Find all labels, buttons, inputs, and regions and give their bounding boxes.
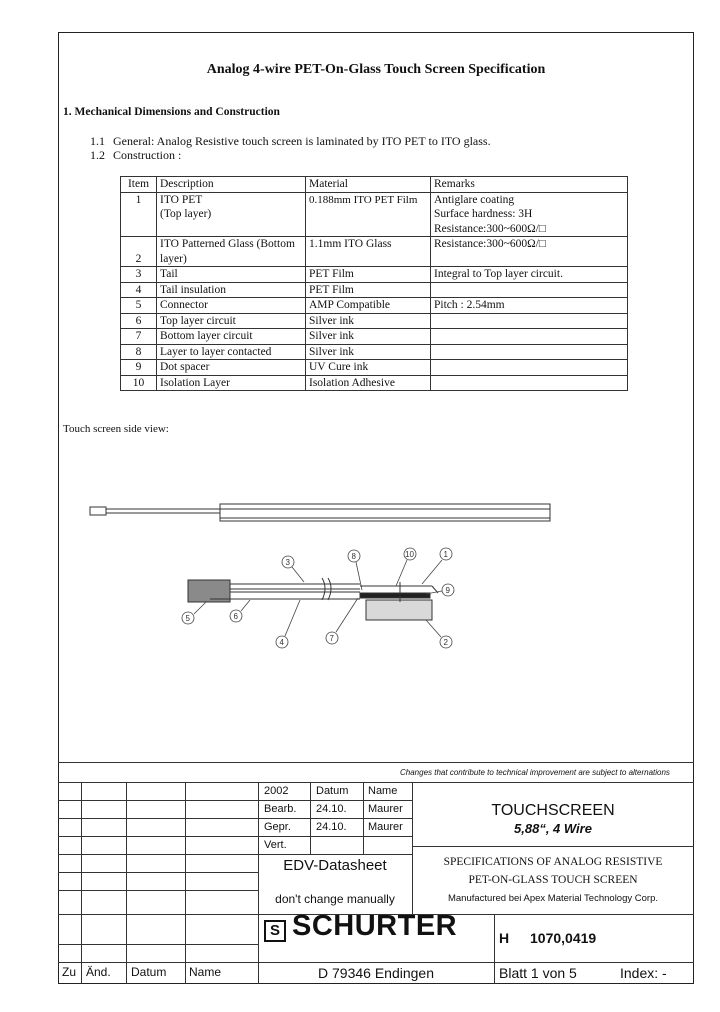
table-row: [121, 298, 628, 314]
desc-line: (Top layer): [160, 208, 212, 220]
cell-item: 3: [121, 267, 157, 283]
edv-datasheet: EDV-Datasheet: [283, 857, 387, 874]
table-row: [121, 267, 628, 283]
cell-description: Tail insulation: [157, 282, 306, 298]
cell-remarks: Resistance:300~600Ω/□: [431, 237, 628, 267]
grid-line: [494, 914, 495, 984]
callout-7-label: 7: [329, 634, 334, 643]
cell-remarks: [431, 329, 628, 345]
year-cell: 2002: [264, 785, 289, 797]
cell-description: Isolation Layer: [157, 375, 306, 391]
grid-row-rule: [412, 846, 694, 847]
name-label: Name: [189, 965, 222, 979]
cell-item: 4: [121, 282, 157, 298]
cell-material: 0.188mm ITO PET Film: [306, 192, 431, 237]
table-row: [121, 313, 628, 329]
cell-item: 2: [121, 237, 157, 267]
titleblock-top-rule: [58, 762, 694, 763]
revision-index: Index: -: [620, 965, 667, 981]
cell-material: 1.1mm ITO Glass: [306, 237, 431, 267]
titleblock-rule: [58, 782, 694, 783]
gepr-label: Gepr.: [264, 821, 291, 833]
callout-3: [282, 556, 304, 582]
grid-line: [185, 782, 186, 984]
cell-remarks: [431, 192, 628, 237]
callout-2-label: 2: [443, 638, 448, 647]
grid-row-rule: [58, 944, 258, 945]
remark-line: Antiglare coating: [434, 193, 515, 206]
header-remarks: Remarks: [431, 177, 628, 193]
remark-line: Resistance:300~600Ω/□: [434, 222, 546, 235]
gepr-name: Maurer: [368, 821, 403, 833]
callout-3-label: 3: [285, 558, 290, 567]
grid-line: [126, 782, 127, 984]
callout-2: [426, 620, 452, 648]
document-title: Analog 4-wire PET-On-Glass Touch Screen Specification: [206, 62, 546, 77]
callout-9-label: 9: [445, 586, 450, 595]
callout-5: [182, 602, 206, 624]
gepr-date: 24.10.: [316, 821, 347, 833]
table-row: [121, 344, 628, 360]
product-name: TOUCHSCREEN: [491, 802, 615, 819]
callout-6-label: 6: [233, 612, 238, 621]
grid-row-rule: [58, 836, 412, 837]
callout-4-label: 4: [279, 638, 284, 647]
cell-material: UV Cure ink: [306, 360, 431, 376]
cell-material: Silver ink: [306, 344, 431, 360]
cell-description: Bottom layer circuit: [157, 329, 306, 345]
table-row: [121, 360, 628, 376]
cell-item: 10: [121, 375, 157, 391]
schurter-logo-mark: S: [264, 920, 286, 942]
table-row: [121, 282, 628, 298]
aend-label: Änd.: [86, 965, 111, 979]
bearb-name: Maurer: [368, 803, 403, 815]
cell-remarks: [431, 375, 628, 391]
side-view-drawing: [60, 490, 700, 750]
item-1-2-num: 1.2: [90, 148, 105, 162]
cell-item: 1: [121, 192, 157, 237]
cell-description: Layer to layer contacted: [157, 344, 306, 360]
callout-4: [276, 600, 300, 648]
grid-row-rule: [58, 962, 694, 963]
cell-material: Silver ink: [306, 329, 431, 345]
callout-10-label: 10: [405, 550, 414, 559]
table-row: [121, 375, 628, 391]
callout-10: [396, 548, 416, 586]
sheet-count: Blatt 1 von 5: [499, 965, 577, 981]
cell-remarks: [431, 360, 628, 376]
callout-1: [422, 548, 452, 584]
callout-7: [326, 598, 358, 644]
overview-panel: [90, 504, 550, 521]
construction-table: [120, 176, 628, 391]
header-material: Material: [306, 177, 431, 193]
cell-remarks: Integral to Top layer circuit.: [431, 267, 628, 283]
desc-line: ITO PET: [160, 193, 203, 206]
spec-line-2: PET-ON-GLASS TOUCH SCREEN: [468, 874, 638, 886]
header-description: Description: [157, 177, 306, 193]
callout-8-label: 8: [351, 552, 356, 561]
cell-description: Dot spacer: [157, 360, 306, 376]
table-header-row: [121, 177, 628, 193]
callout-5-label: 5: [185, 614, 190, 623]
zu-label: Zu: [62, 965, 77, 979]
cell-item: 7: [121, 329, 157, 345]
manufacturer-note: Manufactured bei Apex Material Technology Corp.: [447, 893, 658, 904]
company-address: D 79346 Endingen: [318, 965, 434, 981]
item-1-1-text: General: Analog Resistive touch screen is laminated by ITO PET to ITO glass.: [113, 134, 491, 148]
callout-6: [230, 600, 250, 622]
cell-item: 9: [121, 360, 157, 376]
grid-row-rule: [58, 800, 412, 801]
name-header: Name: [368, 785, 398, 797]
header-item: Item: [121, 177, 157, 193]
cell-remarks: [431, 282, 628, 298]
document-number: 1070,0419: [530, 930, 597, 946]
grid-line: [81, 782, 82, 984]
cell-description: [157, 192, 306, 237]
cell-material: Silver ink: [306, 313, 431, 329]
grid-row-rule: [58, 818, 412, 819]
dont-change-note: don't change manually: [275, 892, 395, 906]
table-row: [121, 192, 628, 237]
cell-item: 5: [121, 298, 157, 314]
bearb-label: Bearb.: [264, 803, 297, 815]
cell-material: PET Film: [306, 267, 431, 283]
cell-item: 8: [121, 344, 157, 360]
vert-label: Vert.: [264, 839, 287, 851]
callout-1-label: 1: [443, 550, 448, 559]
cell-remarks: [431, 313, 628, 329]
company-logo-text: SCHURTER: [292, 910, 458, 942]
cell-description: Connector: [157, 298, 306, 314]
remark-line: Surface hardness: 3H: [434, 208, 533, 220]
cell-description: Top layer circuit: [157, 313, 306, 329]
spec-line-1: SPECIFICATIONS OF ANALOG RESISTIVE: [443, 856, 663, 868]
datum-header: Datum: [316, 785, 349, 797]
cell-description: [157, 237, 306, 267]
table-row: [121, 329, 628, 345]
cell-remarks: Pitch : 2.54mm: [431, 298, 628, 314]
cell-material: AMP Compatible: [306, 298, 431, 314]
desc-line: ITO Patterned Glass (Bottom: [160, 238, 295, 250]
datum-label: Datum: [131, 965, 167, 979]
grid-line: [258, 782, 259, 984]
cell-material: PET Film: [306, 282, 431, 298]
section-heading: 1. Mechanical Dimensions and Construction: [63, 106, 280, 118]
item-1-1-num: 1.1: [90, 134, 105, 148]
h-label: H: [499, 930, 510, 946]
grid-row-rule: [58, 854, 412, 855]
bearb-date: 24.10.: [316, 803, 347, 815]
product-variant: 5,88“, 4 Wire: [514, 821, 592, 836]
grid-row-rule: [58, 890, 258, 891]
table-row: [121, 237, 628, 267]
item-1-2-text: Construction :: [113, 148, 182, 162]
grid-row-rule: [58, 872, 258, 873]
cell-material: Isolation Adhesive: [306, 375, 431, 391]
cell-item: 6: [121, 313, 157, 329]
cell-description: Tail: [157, 267, 306, 283]
desc-line: layer): [160, 252, 187, 265]
side-view-label: Touch screen side view:: [63, 423, 169, 435]
cross-section: [188, 578, 438, 620]
cell-remarks: [431, 344, 628, 360]
notice-text: Changes that contribute to technical improvement are subject to alternations: [400, 768, 670, 777]
